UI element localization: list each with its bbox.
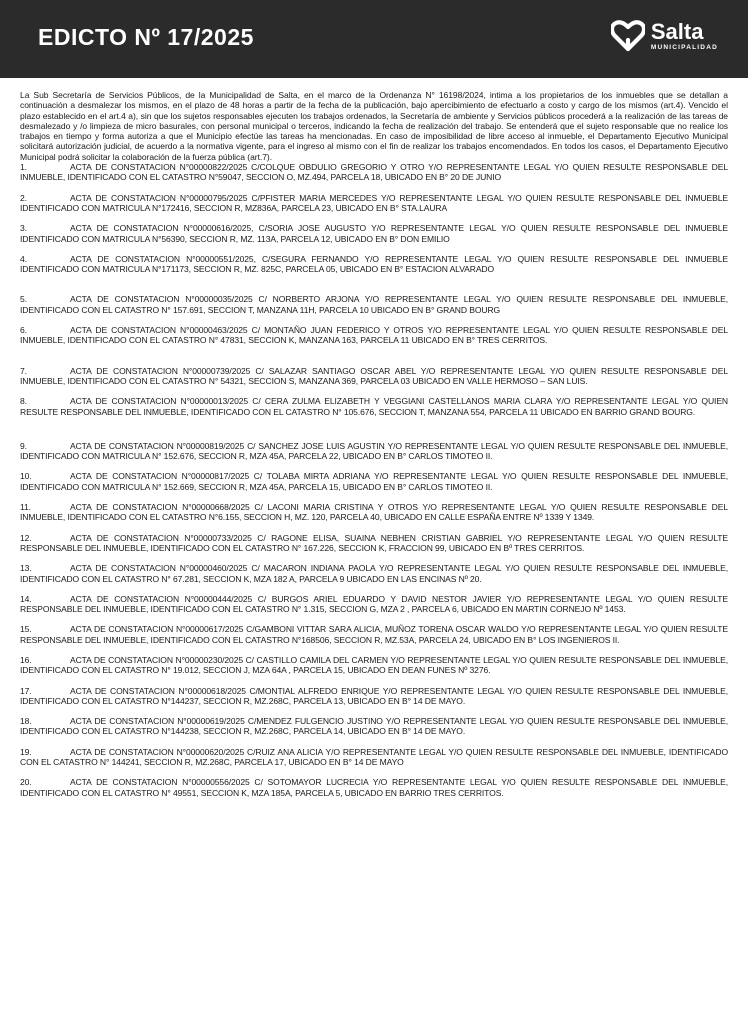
acta-item: [20, 366, 728, 387]
acta-item: [20, 254, 728, 275]
acta-text: ACTA DE CONSTATACION N°00000620/2025 C/RUIZ ANA ALICIA Y/O REPRESENTANTE LEGAL Y/O QUIEN RESULTE RESPONSABLE DEL INMUEBLE, IDENTIFICADO CON EL CATASTRO N° 144241, SECCION R, MZ.268C, PARCELA 17, UBICADO EN B° 14 DE MAYO: [20, 746, 728, 768]
acta-number: 13.: [20, 563, 32, 574]
acta-text: ACTA DE CONSTATACION N°00000551/2025, C/SEGURA FERNANDO Y/O REPRESENTANTE LEGAL Y/O QUIEN RESULTE RESPONSABLE DEL INMUEBLE IDENTIFICADO CON MATRICULA N°171173, SECCION R, MZ. 825C, PARCELA 05, UBICADO EN B° ESTACION ALVARADO: [20, 253, 728, 275]
acta-number: 8.: [20, 396, 27, 407]
acta-item: [20, 716, 728, 737]
acta-number: 6.: [20, 325, 27, 336]
acta-number: 11.: [20, 502, 31, 513]
acta-text: ACTA DE CONSTATACION N°00000035/2025 C/ NORBERTO ARJONA Y/O REPRESENTANTE LEGAL Y/O QUIEN RESULTE RESPONSABLE DEL INMUEBLE, IDENTIFICADO CON EL CATASTRO N° 157.691, SECCION T, MANZANA 11H, PARCELA 10 UBICADO EN B° GRAND BOURG: [20, 294, 728, 315]
acta-number: 9.: [20, 440, 27, 451]
acta-number: 15.: [20, 624, 32, 635]
acta-number: 2.: [20, 192, 27, 203]
acta-number: 20.: [20, 777, 32, 788]
salta-logo: [611, 20, 718, 52]
acta-number: 12.: [20, 532, 32, 543]
acta-text: ACTA DE CONSTATACION N°00000013/2025 C/ CERA ZULMA ELIZABETH Y VEGGIANI CASTELLANOS MARIA CLARA Y/O REPRESENTANTE LEGAL Y/O QUIEN RESULTE RESPONSABLE DEL INMUEBLE, IDENTIFICADO CON EL CATASTRO N° 105.676, SECCION T, MANZANA 554, PARCELA 11 UBICADO EN BARRIO GRAND BOURG.: [20, 396, 728, 417]
acta-number: 10.: [20, 471, 32, 482]
acta-item: [20, 502, 728, 523]
acta-number: 16.: [20, 654, 32, 665]
acta-number: 3.: [20, 223, 27, 234]
acta-item: [20, 396, 728, 417]
acta-text: ACTA DE CONSTATACION N°00000822/2025 C/COLQUE OBDULIO GREGORIO Y OTRO Y/O REPRESENTANTE LEGAL Y/O QUIEN RESULTE RESPONSABLE DEL INMUEBLE, IDENTIFICADO CON EL CATASTRO N°59047, SECCION O, MZ.494, PARCELA 18, UBICADO EN B° 20 DE JUNIO: [20, 162, 728, 183]
acta-number: 18.: [20, 716, 32, 727]
acta-text: ACTA DE CONSTATACION N°00000463/2025 C/ MONTAÑO JUAN FEDERICO Y OTROS Y/O REPRESENTANTE LEGAL Y/O QUIEN RESULTE RESPONSABLE DEL INMUEBLE, IDENTIFICADO CON EL CATASTRO N° 47831, SECCION K, MANZANA 163, PARCELA 11 UBICADO EN B° TRES CERRITOS.: [20, 325, 728, 346]
acta-text: ACTA DE CONSTATACION N°00000230/2025 C/ CASTILLO CAMILA DEL CARMEN Y/O REPRESENTANTE LEGAL Y/O QUIEN RESULTE RESPONSABLE DEL INMUEBLE, IDENTIFICADO CON EL CATASTRO N° 19.012, SECCION J, MZA 64A , PARCELA 15, UBICADO EN DEAN FUNES Nº 3276.: [20, 654, 728, 676]
acta-item: [20, 533, 728, 554]
acta-text: ACTA DE CONSTATACION N°00000617/2025 C/GAMBONI VITTAR SARA ALICIA, MUÑOZ TORENA OSCAR WALDO Y/O REPRESENTANTE LEGAL Y/O QUIEN RESULTE RESPONSABLE DEL INMUEBLE, IDENTIFICADO CON EL CATASTRO N°168506, SECCION R, MZ.53A, PARCELA 24, UBICADO EN B° LOS INGENIEROS II.: [20, 624, 728, 645]
acta-item: [20, 655, 728, 676]
acta-number: 1.: [20, 162, 27, 173]
acta-text: ACTA DE CONSTATACION N°00000616/2025, C/SORIA JOSE AUGUSTO Y/O REPRESENTANTE LEGAL Y/O QUIEN RESULTE RESPONSABLE DEL INMUEBLE IDENTIFICADO CON MATRICULA N°56390, SECCION R, MZ. 113A, PARCELA 12, UBICADO EN B° DON EMILIO: [20, 223, 728, 244]
acta-text: ACTA DE CONSTATACION N°00000460/2025 C/ MACARON INDIANA PAOLA Y/O REPRESENTANTE LEGAL Y/O QUIEN RESULTE RESPONSABLE DEL INMUEBLE, IDENTIFICADO CON EL CATASTRO N° 67.281, SECCION K, MZA 182 A, PARCELA 9 UBICADO EN LAS ENCINAS Nº 20.: [20, 563, 728, 584]
acta-text: ACTA DE CONSTATACION N°00000668/2025 C/ LACONI MARIA CRISTINA Y OTROS Y/O REPRESENTANTE LEGAL Y/O QUIEN RESULTE RESPONSABLE DEL INMUEBLE, IDENTIFICADO CON EL CATASTRO N°6.155, SECCION H, MZ. 120, PARCELA 40, UBICADO EN CALLE ESPAÑA ENTRE Nº 1339 Y 1349.: [20, 502, 728, 523]
acta-text: ACTA DE CONSTATACION N°00000444/2025 C/ BURGOS ARIEL EDUARDO Y DAVID NESTOR JAVIER Y/O REPRESENTANTE LEGAL Y/O QUIEN RESULTE RESPONSABLE DEL INMUEBLE, IDENTIFICADO CON EL CATASTRO N° 1.315, SECCION G, MZA 2 , PARCELA 6, UBICADO EN MARTIN CORNEJO Nº 1453.: [20, 593, 728, 615]
acta-item: [20, 162, 728, 183]
acta-item: [20, 325, 728, 346]
acta-item: [20, 594, 728, 615]
acta-text: ACTA DE CONSTATACION N°00000733/2025 C/ RAGONE ELISA, SUAINA NEBHEN CRISTIAN GABRIEL Y/O REPRESENTANTE LEGAL Y/O QUIEN RESULTE RESPONSABLE DEL INMUEBLE, IDENTIFICADO CON EL CATASTRO N° 167.226, SECCION K, FRACCION 99, UBICADO EN Bº TRES CERRITOS.: [20, 532, 728, 553]
acta-text: ACTA DE CONSTATACION N°00000619/2025 C/MENDEZ FULGENCIO JUSTINO Y/O REPRESENTANTE LEGAL Y/O QUIEN RESULTE RESPONSABLE DEL INMUEBLE, IDENTIFICADO CON EL CATASTRO N°144238, SECCION R, MZ.268C, PARCELA 14, UBICADO EN B° 14 DE MAYO.: [20, 716, 728, 737]
heart-outline-icon: [611, 20, 645, 52]
page-title: EDICTO Nº 17/2025: [38, 24, 254, 50]
acta-text: ACTA DE CONSTATACION N°00000817/2025 C/ TOLABA MIRTA ADRIANA Y/O REPRESENTANTE LEGAL Y/O QUIEN RESULTE RESPONSABLE DEL INMUEBLE, IDENTIFICADO CON MATRICULA N° 152.669, SECCION R, MZA 45A, PARCELA 15, UBICADO EN B° CARLOS TIMOTEO II.: [20, 471, 728, 492]
acta-item: [20, 223, 728, 244]
acta-number: 17.: [20, 685, 32, 696]
edict-header: [0, 0, 748, 78]
logo-subtitle: MUNICIPALIDAD: [650, 43, 718, 51]
edict-body: [0, 78, 748, 798]
acta-text: ACTA DE CONSTATACION N°00000739/2025 C/ SALAZAR SANTIAGO OSCAR ABEL Y/O REPRESENTANTE LEGAL Y/O QUIEN RESULTE RESPONSABLE DEL INMUEBLE, IDENTIFICADO CON EL CATASTRO N° 54321, SECCION S, MANZANA 369, PARCELA 03 UBICADO EN VALLE HERMOSO – SAN LUIS.: [20, 365, 728, 386]
acta-item: [20, 777, 728, 798]
acta-list: [20, 162, 728, 798]
acta-item: [20, 294, 728, 315]
logo-name: Salta: [650, 18, 704, 44]
acta-text: ACTA DE CONSTATACION N°00000618/2025 C/MONTIAL ALFREDO ENRIQUE Y/O REPRESENTANTE LEGAL Y/O QUIEN RESULTE RESPONSABLE DEL INMUEBLE, IDENTIFICADO CON EL CATASTRO N°144237, SECCION R, MZ.268C, PARCELA 13, UBICADO EN B° 14 DE MAYO.: [20, 685, 728, 706]
acta-item: [20, 471, 728, 492]
acta-text: ACTA DE CONSTATACION N°00000819/2025 C/ SANCHEZ JOSE LUIS AGUSTIN Y/O REPRESENTANTE LEGAL Y/O QUIEN RESULTE RESPONSABLE DEL INMUEBLE, IDENTIFICADO CON MATRICULA N° 152.676, SECCION R, MZA 45A, PARCELA 22, UBICADO EN B° CARLOS TIMOTEO II.: [20, 440, 728, 462]
acta-number: 14.: [20, 593, 32, 604]
acta-item: [20, 441, 728, 462]
acta-text: ACTA DE CONSTATACION N°00000795/2025 C/PFISTER MARIA MERCEDES Y/O REPRESENTANTE LEGAL Y/O QUIEN RESULTE RESPONSABLE DEL INMUEBLE IDENTIFICADO CON MATRICULA N°172416, SECCION R, MZ836A, PARCELA 23, UBICADO EN B° STA.LAURA: [20, 192, 728, 213]
acta-item: [20, 747, 728, 768]
acta-text: ACTA DE CONSTATACION N°00000556/2025 C/ SOTOMAYOR LUCRECIA Y/O REPRESENTANTE LEGAL Y/O QUIEN RESULTE RESPONSABLE DEL INMUEBLE, IDENTIFICADO CON EL CATASTRO N° 49551, SECCION K, MZA 185A, PARCELA 5, UBICADO EN BARRIO TRES CERRITOS.: [20, 777, 728, 798]
acta-item: [20, 193, 728, 214]
acta-item: [20, 624, 728, 645]
acta-number: 5.: [20, 294, 27, 305]
acta-number: 4.: [20, 253, 27, 264]
acta-item: [20, 686, 728, 707]
acta-number: 7.: [20, 365, 27, 376]
acta-item: [20, 563, 728, 584]
intro-paragraph: La Sub Secretaría de Servicios Públicos, de la Municipalidad de Salta, en el marco de la Ordenanza N° 16198/2024, intima a los propietarios de los inmuebles que se detallan a continuación a desmalezar los mismos, en el plazo de 48 horas a partir de la fecha de la publicación, bajo apercibimiento de efectuarlo a costo y cargo de los mismos (art.4). Vencido el plazo establecido en el art.4 a), sin que los sujetos responsables ejecuten los trabajos ordenados, la Secretaría de ambiente y Servicios públicos procederá a la realización de las tareas de desmalezado y /o limpieza de micro basurales, con personal municipal o terceros, indicando la fecha de realización del trabajo. Se entenderá que el sujeto responsable que no realice los trabajos en tiempo y forma autoriza a que el Municipio efectúe las tareas ha mencionadas. En caso de imposibilidad de libre acceso al inmueble, el Departamento Ejecutivo Municipal solicitará autorización judicial, de acuerdo a la normativa vigente, para el ingreso al mismo con el fin de realizar los trabajos encomendados. En todos los casos, el Departamento Ejecutivo Municipal podrá solicitar la colaboración de la fuerza pública (art.7).: [20, 90, 728, 162]
acta-number: 19.: [20, 746, 32, 757]
